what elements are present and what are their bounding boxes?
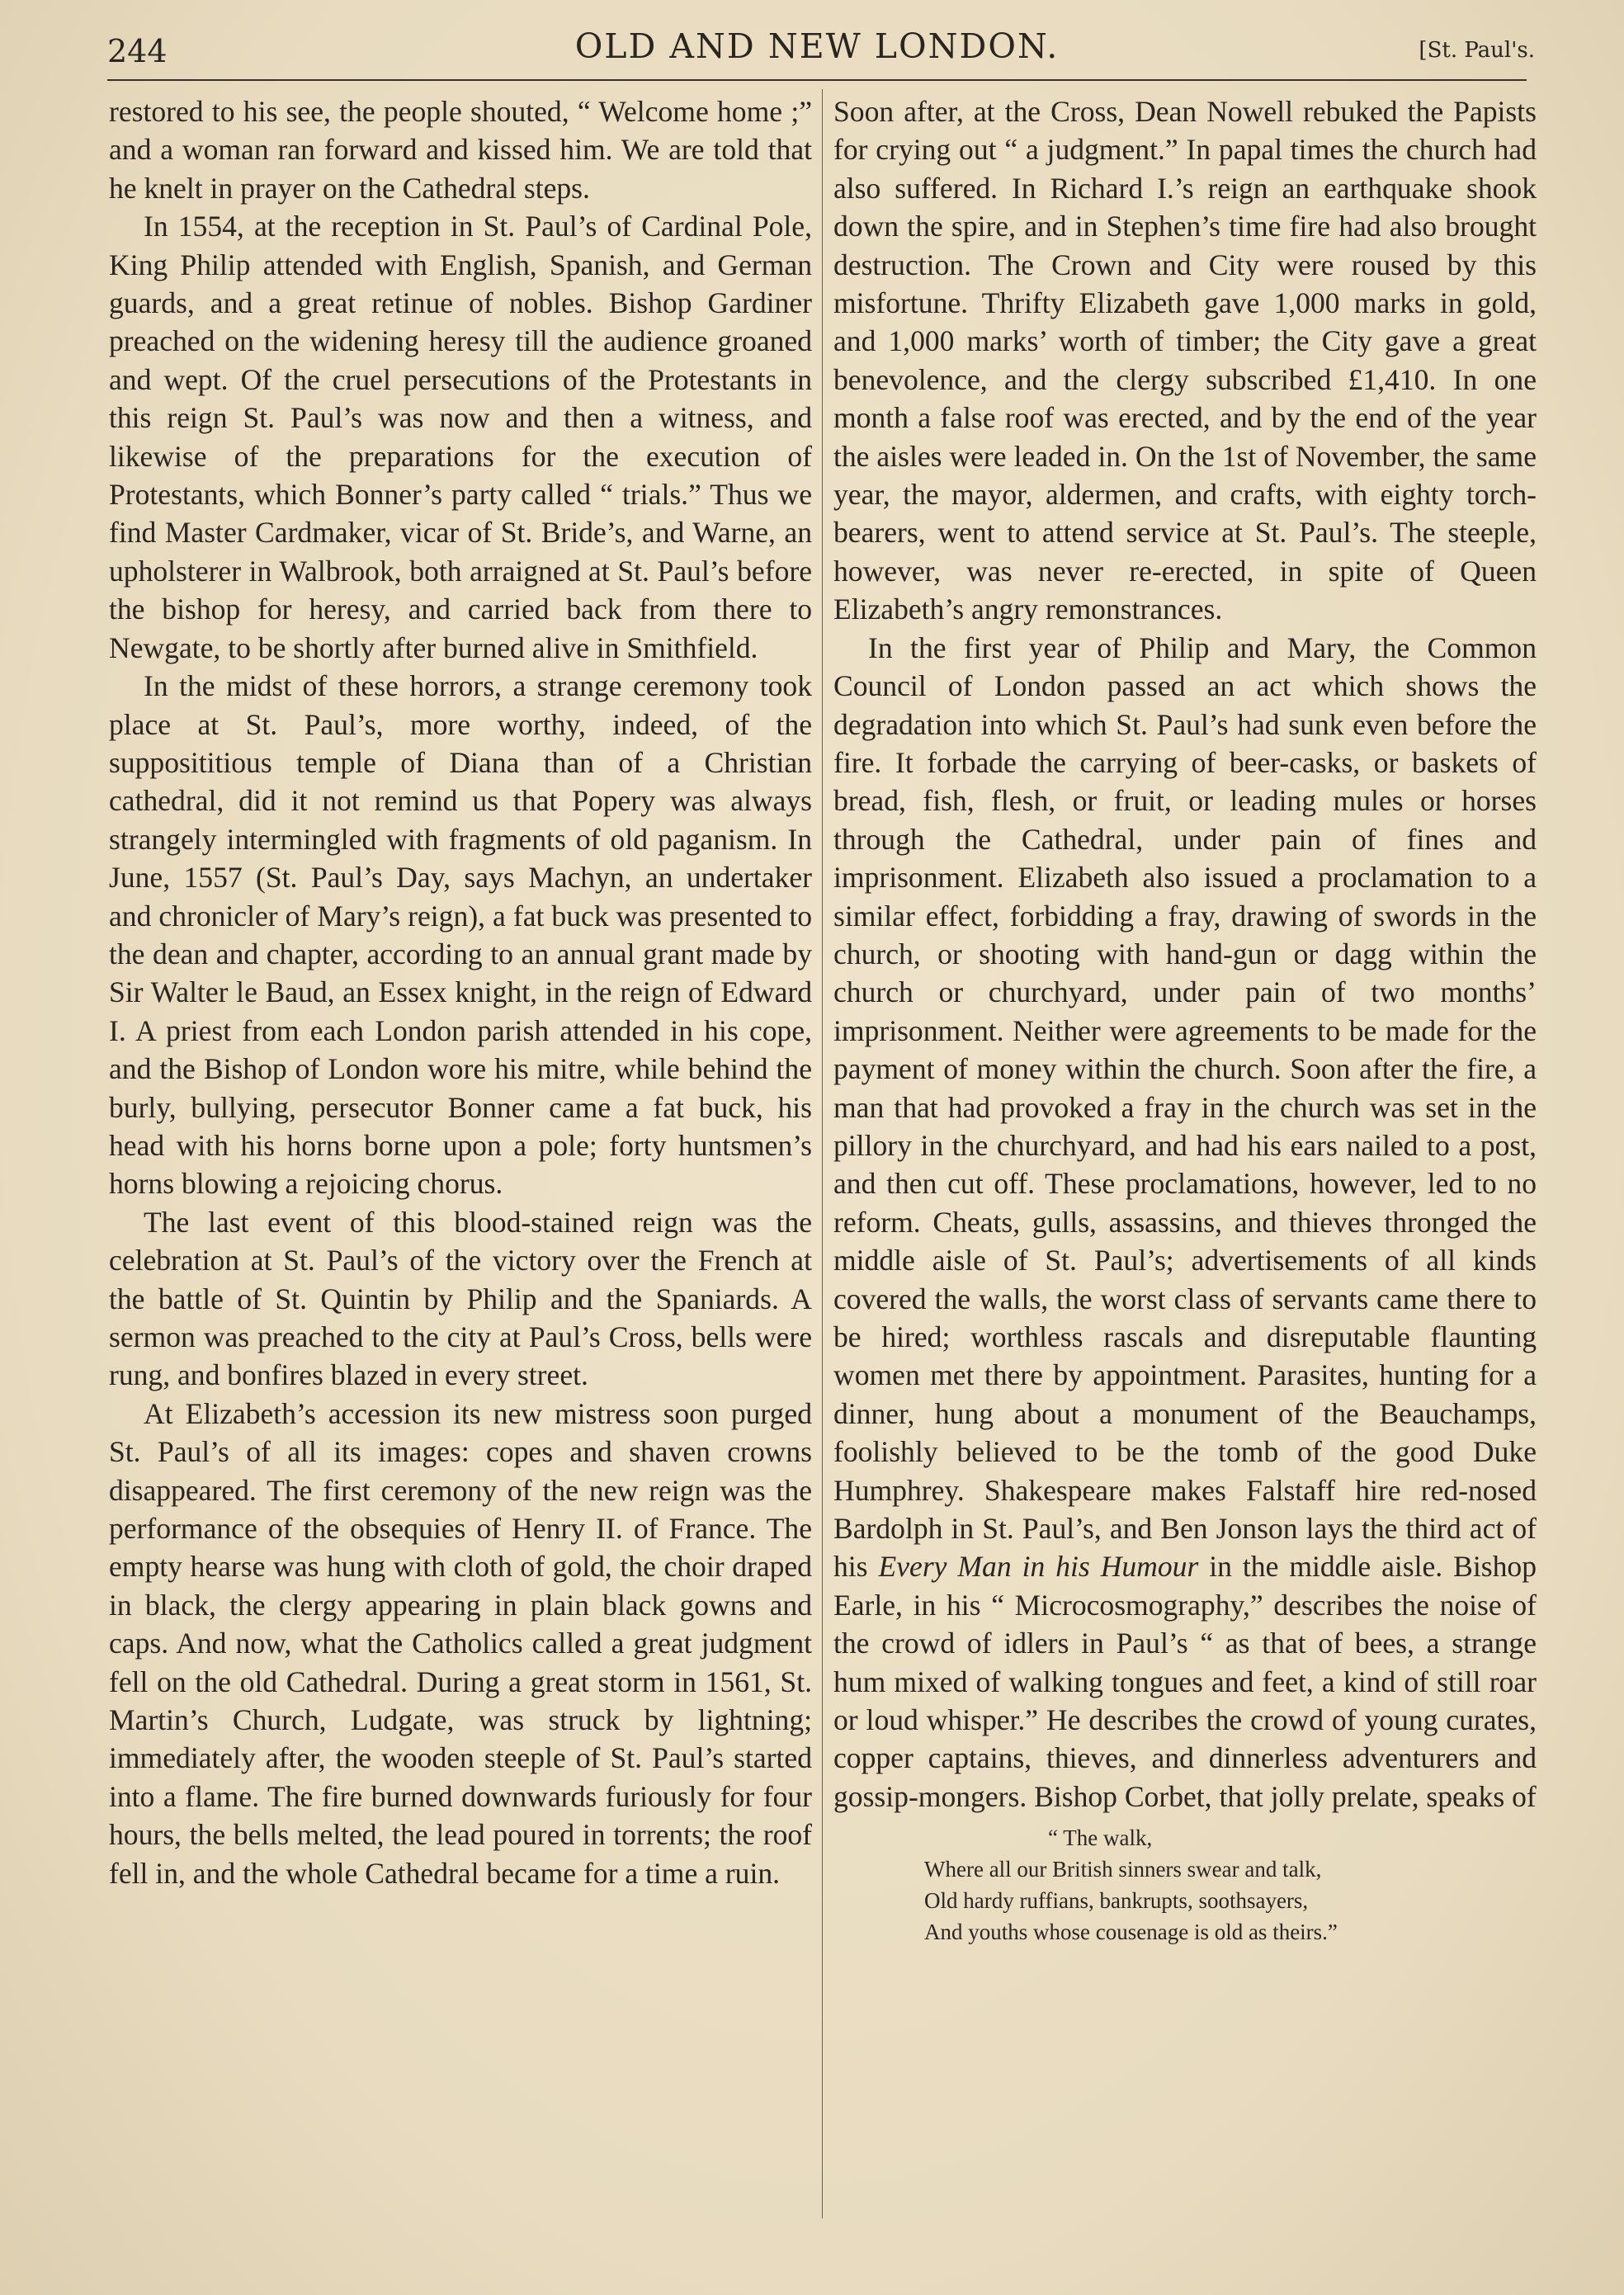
section-tag: [St. Paul's. (1419, 38, 1535, 63)
paragraph (833, 629, 1537, 1816)
paragraph: In 1554, at the reception in St. Paul’s of Cardinal Pole, King Philip attended with English, Spanish, and German guards, and a great retinue of nobles. Bishop Gardiner preached on the widening heresy till the audience groaned and wept. Of the cruel persecutions of the Protestants in this reign St. Paul’s was now and then a witness, and likewise of the preparations for the execution of Protestants, which Bonner’s party called “ trials.” Thus we find Master Cardmaker, vicar of St. Bride’s, and Warne, an upholsterer in Walbrook, both arraigned at St. Paul’s before the bishop for heresy, and carried back from there to Newgate, to be shortly after burned alive in Smithfield. (109, 210, 812, 664)
verse-line: Where all our British sinners swear and talk, (924, 1857, 1322, 1882)
right-column (833, 92, 1537, 1948)
paragraph: At Elizabeth’s accession its new mistress soon purged St. Paul’s of all its images: copes and shaven crowns disappeared. The first ceremony of the new reign was the performance of the obsequies of Henry II. of France. The empty hearse was hung with cloth of gold, the choir draped in black, the clergy appearing in plain black gowns and caps. And now, what the Catholics called a great judgment fell on the old Cathedral. During a great storm in 1561, St. Martin’s Church, Ludgate, was struck by lightning; immediately after, the wooden steeple of St. Paul’s started into a flame. The fire burned downwards furiously for four hours, the bells melted, the lead poured in torrents; the roof fell in, and the whole Cathedral became for a time a ruin. (109, 1396, 812, 1890)
column-divider (822, 89, 823, 2218)
play-title: Every Man in his Humour (878, 1550, 1199, 1584)
paragraph: Soon after, at the Cross, Dean Nowell rebuked the Papists for crying out “ a judgment.” In papal times the church had also suffered. In Richard I.’s reign an earthquake shook down the spire, and in Stephen’s time fire had also brought destruction. The Crown and City were roused by this misfortune. Thrifty Elizabeth gave 1,000 marks in gold, and 1,000 marks’ worth of timber; the City gave a great benevolence, and the clergy subscribed £1,410. In one month a false roof was erected, and by the end of the year the aisles were leaded in. On the 1st of November, the same year, the mayor, aldermen, and crafts, with eighty torch-bearers, went to attend service at St. Paul’s. The steeple, however, was never re-erected, in spite of Queen Elizabeth’s angry remonstrances. (833, 95, 1537, 626)
paragraph: In the midst of these horrors, a strange ceremony took place at St. Paul’s, more worthy, indeed, of the supposititious temple of Diana than of a Christian cathedral, did it not remind us that Popery was always strangely intermingled with fragments of old paganism. In June, 1557 (St. Paul’s Day, says Machyn, an undertaker and chronicler of Mary’s reign), a fat buck was presented to the dean and chapter, according to an annual grant made by Sir Walter le Baud, an Essex knight, in the reign of Edward I. A priest from each London parish attended in his cope, and the Bishop of London wore his mitre, while behind the burly, bullying, persecutor Bonner came a fat buck, his head with his horns borne upon a pole; forty huntsmen’s horns blowing a rejoicing chorus. (109, 669, 812, 1201)
verse-line: Old hardy ruffians, bankrupts, soothsayers, (924, 1888, 1309, 1914)
page-header (107, 23, 1535, 73)
header-rule (107, 79, 1527, 81)
paragraph: restored to his see, the people shouted, “ Welcome home ;” and a woman ran forward and kissed him. We are told that he knelt in prayer on the Cathedral steps. (109, 95, 812, 205)
verse-line: “ The walk, (1048, 1825, 1153, 1851)
paragraph-text: in the middle aisle. Bishop Earle, in his “ Microcosmography,” describes the noise of the crowd of idlers in Paul’s “ as that of bees, a strange hum mixed of walking tongues and feet, a kind of still roar or loud whisper.” He describes the crowd of young curates, copper captains, thieves, and dinnerless adventurers and gossip-mongers. Bishop Corbet, that jolly prelate, speaks of (833, 1550, 1537, 1813)
verse-line: And youths whose cousenage is old as theirs.” (924, 1920, 1338, 1945)
paragraph-text: In the first year of Philip and Mary, the Common Council of London passed an act which shows the degradation into which St. Paul’s had sunk even before the fire. It forbade the carrying of beer-casks, or baskets of bread, fish, flesh, or fruit, or leading mules or horses through the Cathedral, under pain of fines and imprisonment. Elizabeth also issued a proclamation to a similar effect, forbidding a fray, drawing of swords in the church, or shooting with hand-gun or dagg within the church or churchyard, under pain of two months’ imprisonment. Neither were agreements to be made for the payment of money within the church. Soon after the fire, a man that had provoked a fray in the church was set in the pillory in the churchyard, and had his ears nailed to a post, and then cut off. These proclamations, however, led to no reform. Cheats, gulls, assassins, and thieves thronged the middle aisle of St. Paul’s; advertisements of all kinds covered the walls, the worst class of servants came there to be hired; worthless rascals and disreputable flaunting women met there by appointment. Parasites, hunting for a dinner, hung about a monument of the Beauchamps, foolishly believed to be the tomb of the good Duke Humphrey. Shakespeare makes Falstaff hire red-nosed Bardolph in St. Paul’s, and Ben Jonson lays the third act of his (833, 630, 1537, 1584)
verse-quotation (833, 1822, 1537, 1948)
page-number: 244 (107, 33, 168, 69)
paragraph: The last event of this blood-stained reign was the celebration at St. Paul’s of the victory over the French at the battle of St. Quintin by Philip and the Spaniards. A sermon was preached to the city at Paul’s Cross, bells were rung, and bonfires blazed in every street. (109, 1205, 812, 1392)
running-title: OLD AND NEW LONDON. (574, 26, 1060, 66)
left-column (109, 92, 812, 1892)
